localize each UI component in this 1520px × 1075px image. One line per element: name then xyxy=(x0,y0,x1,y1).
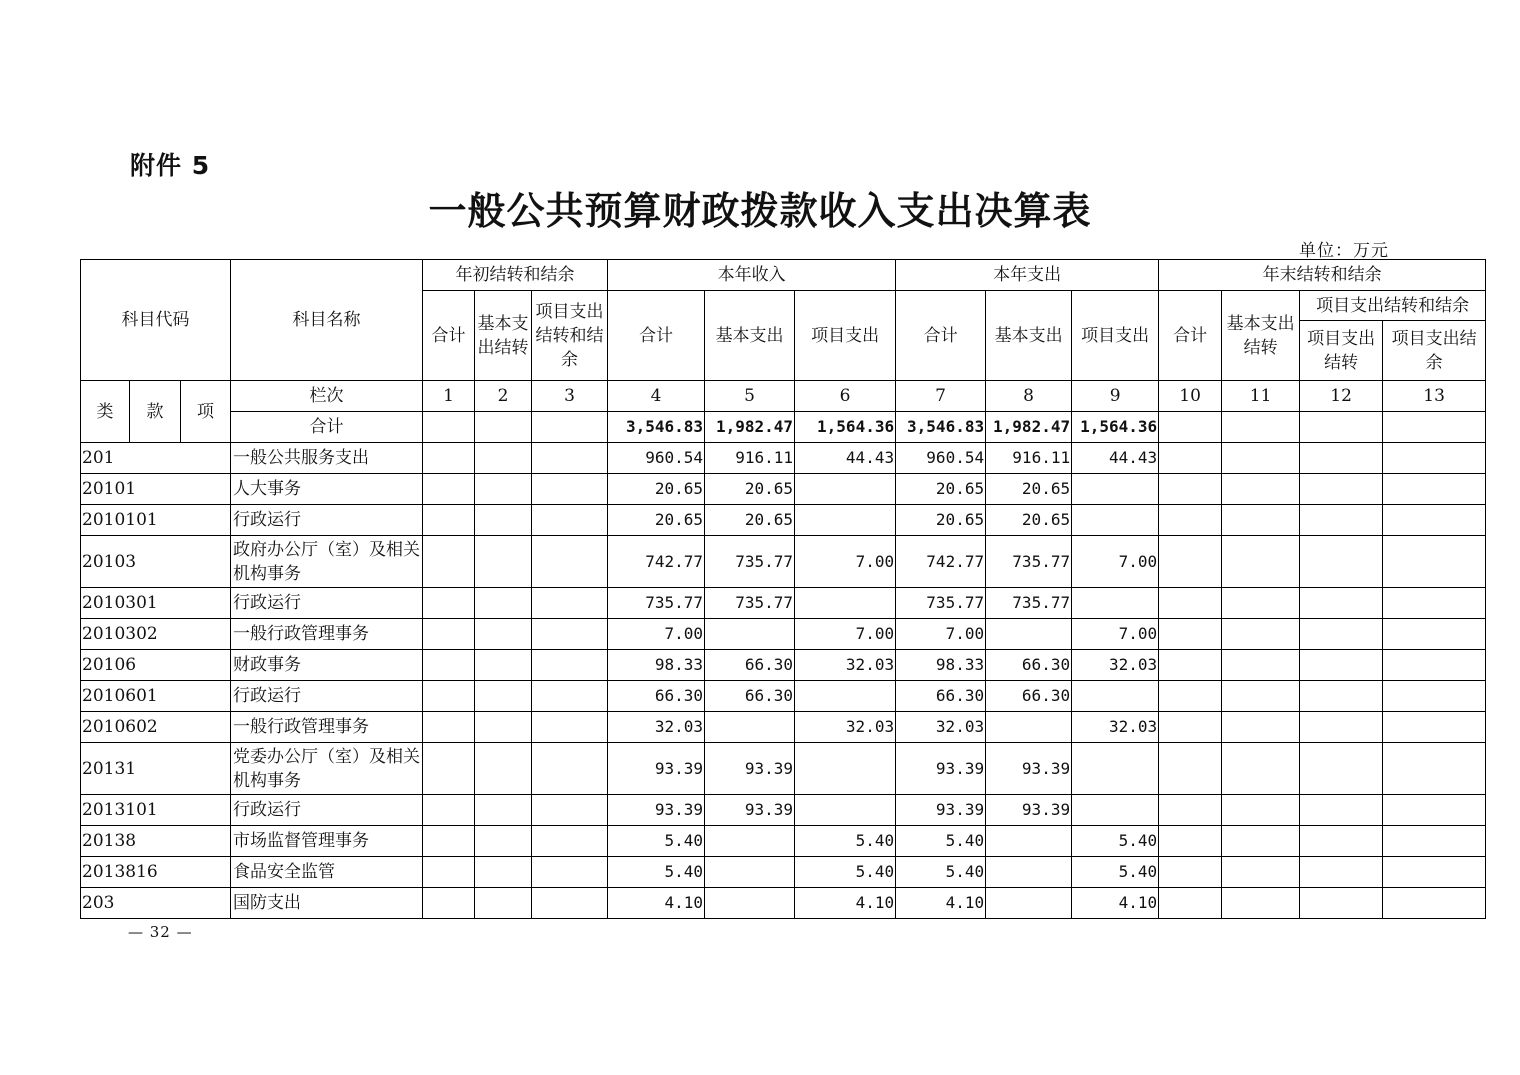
row-name: 行政运行 xyxy=(231,795,423,826)
row-value-cell xyxy=(423,505,475,536)
row-value-cell xyxy=(1300,712,1383,743)
row-value-cell xyxy=(532,888,608,919)
row-value-cell xyxy=(423,588,475,619)
row-value-cell xyxy=(1383,743,1486,795)
row-value-cell: 7.00 xyxy=(795,619,896,650)
row-value-cell xyxy=(423,743,475,795)
header-expense-project: 项目支出 xyxy=(1072,291,1159,381)
row-value-cell xyxy=(532,536,608,588)
row-value-cell xyxy=(475,795,532,826)
column-number-cell: 4 xyxy=(608,381,705,412)
row-name: 人大事务 xyxy=(231,474,423,505)
header-begin-total: 合计 xyxy=(423,291,475,381)
row-value-cell: 66.30 xyxy=(705,681,795,712)
row-value-cell xyxy=(1159,857,1222,888)
row-value-cell xyxy=(423,474,475,505)
row-value-cell xyxy=(475,857,532,888)
row-value-cell: 5.40 xyxy=(795,857,896,888)
row-code: 20103 xyxy=(81,536,231,588)
row-value-cell: 742.77 xyxy=(608,536,705,588)
row-value-cell: 93.39 xyxy=(986,795,1072,826)
unit-label: 单位：万元 xyxy=(1299,241,1389,261)
totals-cell: 1,564.36 xyxy=(1072,412,1159,443)
row-value-cell xyxy=(1300,619,1383,650)
row-value-cell xyxy=(1300,681,1383,712)
row-value-cell xyxy=(986,619,1072,650)
totals-cell xyxy=(423,412,475,443)
row-value-cell xyxy=(1383,857,1486,888)
row-value-cell: 5.40 xyxy=(795,826,896,857)
row-value-cell xyxy=(475,474,532,505)
row-value-cell xyxy=(1300,650,1383,681)
row-value-cell xyxy=(423,795,475,826)
row-value-cell: 5.40 xyxy=(1072,826,1159,857)
header-class: 类 xyxy=(81,381,130,443)
row-value-cell xyxy=(1300,795,1383,826)
row-value-cell xyxy=(1159,619,1222,650)
totals-cell: 3,546.83 xyxy=(896,412,986,443)
row-value-cell: 93.39 xyxy=(705,743,795,795)
header-income-basic: 基本支出 xyxy=(705,291,795,381)
row-value-cell xyxy=(1072,795,1159,826)
row-value-cell xyxy=(423,443,475,474)
row-value-cell: 5.40 xyxy=(896,857,986,888)
row-value-cell xyxy=(475,888,532,919)
row-value-cell xyxy=(532,826,608,857)
column-number-cell: 9 xyxy=(1072,381,1159,412)
row-value-cell: 960.54 xyxy=(896,443,986,474)
header-end-total: 合计 xyxy=(1159,291,1222,381)
row-value-cell: 44.43 xyxy=(795,443,896,474)
row-value-cell xyxy=(795,588,896,619)
row-value-cell xyxy=(1159,536,1222,588)
row-value-cell: 93.39 xyxy=(608,795,705,826)
row-value-cell: 4.10 xyxy=(896,888,986,919)
header-name: 科目名称 xyxy=(231,260,423,381)
totals-cell xyxy=(1159,412,1222,443)
row-value-cell: 735.77 xyxy=(608,588,705,619)
row-value-cell xyxy=(1222,619,1300,650)
header-code: 科目代码 xyxy=(81,260,231,381)
header-end-project-balance: 项目支出结余 xyxy=(1383,321,1486,381)
row-value-cell: 93.39 xyxy=(705,795,795,826)
row-code: 2010601 xyxy=(81,681,231,712)
row-value-cell xyxy=(1300,826,1383,857)
row-value-cell xyxy=(1159,443,1222,474)
row-value-cell xyxy=(1159,888,1222,919)
row-value-cell: 20.65 xyxy=(896,505,986,536)
header-end-project-carry: 项目支出结转 xyxy=(1300,321,1383,381)
row-value-cell xyxy=(423,650,475,681)
row-value-cell xyxy=(532,474,608,505)
row-value-cell xyxy=(1383,826,1486,857)
row-value-cell xyxy=(423,857,475,888)
row-value-cell xyxy=(475,712,532,743)
row-name: 财政事务 xyxy=(231,650,423,681)
header-group-end: 年末结转和结余 xyxy=(1159,260,1486,291)
row-value-cell: 98.33 xyxy=(896,650,986,681)
row-value-cell: 32.03 xyxy=(795,650,896,681)
row-value-cell: 20.65 xyxy=(986,474,1072,505)
row-value-cell xyxy=(423,536,475,588)
header-end-project-group: 项目支出结转和结余 xyxy=(1300,291,1486,321)
table-row xyxy=(81,588,1486,619)
row-value-cell: 98.33 xyxy=(608,650,705,681)
header-expense-basic: 基本支出 xyxy=(986,291,1072,381)
row-value-cell: 5.40 xyxy=(608,857,705,888)
row-value-cell: 5.40 xyxy=(608,826,705,857)
row-code: 2013816 xyxy=(81,857,231,888)
page-title: 一般公共预算财政拨款收入支出决算表 xyxy=(428,188,1092,233)
row-value-cell xyxy=(475,619,532,650)
row-code: 2010301 xyxy=(81,588,231,619)
column-number-cell: 3 xyxy=(532,381,608,412)
row-value-cell xyxy=(986,712,1072,743)
row-value-cell: 32.03 xyxy=(896,712,986,743)
row-value-cell: 5.40 xyxy=(1072,857,1159,888)
row-name: 行政运行 xyxy=(231,681,423,712)
table-row xyxy=(81,795,1486,826)
totals-cell: 3,546.83 xyxy=(608,412,705,443)
row-value-cell xyxy=(475,743,532,795)
totals-row xyxy=(81,412,1486,443)
row-value-cell xyxy=(795,743,896,795)
row-value-cell xyxy=(1383,588,1486,619)
row-value-cell xyxy=(1159,505,1222,536)
row-value-cell: 66.30 xyxy=(986,650,1072,681)
totals-cell xyxy=(1222,412,1300,443)
row-code: 20131 xyxy=(81,743,231,795)
row-value-cell xyxy=(1300,474,1383,505)
row-value-cell: 4.10 xyxy=(1072,888,1159,919)
header-group-income: 本年收入 xyxy=(608,260,896,291)
row-value-cell xyxy=(532,650,608,681)
table-row xyxy=(81,650,1486,681)
header-expense-total: 合计 xyxy=(896,291,986,381)
table-row xyxy=(81,712,1486,743)
row-value-cell xyxy=(1222,712,1300,743)
row-value-cell xyxy=(795,505,896,536)
row-value-cell xyxy=(986,857,1072,888)
row-code: 20101 xyxy=(81,474,231,505)
header-income-project: 项目支出 xyxy=(795,291,896,381)
row-value-cell: 32.03 xyxy=(608,712,705,743)
column-number-cell: 6 xyxy=(795,381,896,412)
row-name: 行政运行 xyxy=(231,505,423,536)
row-value-cell xyxy=(423,888,475,919)
row-value-cell xyxy=(1222,474,1300,505)
row-value-cell xyxy=(1072,474,1159,505)
row-code: 20138 xyxy=(81,826,231,857)
row-value-cell: 66.30 xyxy=(986,681,1072,712)
row-value-cell xyxy=(1159,588,1222,619)
row-value-cell xyxy=(1383,443,1486,474)
row-value-cell xyxy=(1222,743,1300,795)
totals-cell xyxy=(1383,412,1486,443)
column-number-cell: 8 xyxy=(986,381,1072,412)
row-value-cell xyxy=(1072,743,1159,795)
row-value-cell xyxy=(475,826,532,857)
row-value-cell xyxy=(1072,505,1159,536)
row-value-cell xyxy=(532,505,608,536)
row-value-cell: 7.00 xyxy=(1072,619,1159,650)
row-value-cell: 20.65 xyxy=(705,505,795,536)
totals-cell: 1,564.36 xyxy=(795,412,896,443)
row-value-cell xyxy=(705,712,795,743)
totals-cell: 1,982.47 xyxy=(705,412,795,443)
row-value-cell xyxy=(1383,681,1486,712)
totals-label: 合计 xyxy=(231,412,423,443)
row-value-cell xyxy=(1159,795,1222,826)
header-row-1 xyxy=(81,260,1486,291)
row-code: 2010302 xyxy=(81,619,231,650)
row-value-cell xyxy=(705,826,795,857)
row-value-cell: 4.10 xyxy=(795,888,896,919)
row-value-cell: 20.65 xyxy=(705,474,795,505)
page-number: — 32 — xyxy=(128,923,193,941)
row-name: 一般行政管理事务 xyxy=(231,619,423,650)
row-value-cell xyxy=(705,857,795,888)
table-row xyxy=(81,681,1486,712)
row-value-cell xyxy=(423,826,475,857)
row-value-cell xyxy=(532,712,608,743)
row-value-cell: 32.03 xyxy=(795,712,896,743)
column-number-cell: 7 xyxy=(896,381,986,412)
totals-cell xyxy=(1300,412,1383,443)
table-row xyxy=(81,743,1486,795)
row-value-cell: 5.40 xyxy=(896,826,986,857)
header-column-no: 栏次 xyxy=(231,381,423,412)
header-group-expense: 本年支出 xyxy=(896,260,1159,291)
budget-table xyxy=(80,259,1486,919)
row-value-cell xyxy=(1300,743,1383,795)
row-value-cell xyxy=(1072,588,1159,619)
row-name: 政府办公厅（室）及相关机构事务 xyxy=(231,536,423,588)
row-value-cell xyxy=(1159,681,1222,712)
row-value-cell xyxy=(1159,826,1222,857)
row-value-cell: 20.65 xyxy=(896,474,986,505)
row-value-cell xyxy=(795,474,896,505)
row-value-cell xyxy=(795,795,896,826)
row-value-cell xyxy=(532,681,608,712)
header-item: 项 xyxy=(181,381,231,443)
row-value-cell xyxy=(1300,505,1383,536)
row-value-cell xyxy=(475,536,532,588)
row-value-cell xyxy=(1222,443,1300,474)
column-number-cell: 12 xyxy=(1300,381,1383,412)
row-value-cell: 20.65 xyxy=(608,474,705,505)
column-number-cell: 2 xyxy=(475,381,532,412)
row-code: 201 xyxy=(81,443,231,474)
row-value-cell xyxy=(1300,443,1383,474)
row-value-cell xyxy=(532,743,608,795)
row-value-cell xyxy=(1222,588,1300,619)
row-value-cell xyxy=(423,712,475,743)
row-value-cell: 735.77 xyxy=(705,588,795,619)
row-code: 2013101 xyxy=(81,795,231,826)
row-value-cell: 7.00 xyxy=(1072,536,1159,588)
row-value-cell xyxy=(1300,857,1383,888)
row-value-cell xyxy=(1383,474,1486,505)
row-value-cell: 960.54 xyxy=(608,443,705,474)
row-value-cell xyxy=(705,888,795,919)
row-code: 203 xyxy=(81,888,231,919)
row-value-cell xyxy=(1222,888,1300,919)
row-value-cell xyxy=(1300,536,1383,588)
row-value-cell: 66.30 xyxy=(608,681,705,712)
row-name: 一般公共服务支出 xyxy=(231,443,423,474)
table-row xyxy=(81,474,1486,505)
row-value-cell: 4.10 xyxy=(608,888,705,919)
row-name: 行政运行 xyxy=(231,588,423,619)
table-row xyxy=(81,443,1486,474)
totals-cell xyxy=(475,412,532,443)
row-value-cell: 742.77 xyxy=(896,536,986,588)
row-value-cell xyxy=(1383,505,1486,536)
row-code: 20106 xyxy=(81,650,231,681)
row-value-cell xyxy=(986,888,1072,919)
row-value-cell: 916.11 xyxy=(705,443,795,474)
row-value-cell: 32.03 xyxy=(1072,712,1159,743)
row-value-cell xyxy=(705,619,795,650)
row-code: 2010101 xyxy=(81,505,231,536)
column-number-cell: 1 xyxy=(423,381,475,412)
row-value-cell xyxy=(1222,505,1300,536)
attachment-label: 附件 5 xyxy=(130,151,211,180)
row-name: 党委办公厅（室）及相关机构事务 xyxy=(231,743,423,795)
table-row xyxy=(81,619,1486,650)
row-value-cell xyxy=(475,681,532,712)
row-name: 市场监督管理事务 xyxy=(231,826,423,857)
table-row xyxy=(81,536,1486,588)
table-row xyxy=(81,888,1486,919)
row-value-cell: 7.00 xyxy=(896,619,986,650)
row-value-cell: 7.00 xyxy=(608,619,705,650)
row-name: 食品安全监管 xyxy=(231,857,423,888)
row-value-cell xyxy=(423,681,475,712)
row-value-cell: 32.03 xyxy=(1072,650,1159,681)
header-end-basic: 基本支出结转 xyxy=(1222,291,1300,381)
row-value-cell xyxy=(1159,474,1222,505)
table-row xyxy=(81,857,1486,888)
row-name: 一般行政管理事务 xyxy=(231,712,423,743)
row-value-cell: 735.77 xyxy=(896,588,986,619)
row-value-cell xyxy=(1222,536,1300,588)
row-value-cell: 735.77 xyxy=(705,536,795,588)
header-section: 款 xyxy=(130,381,181,443)
row-value-cell: 66.30 xyxy=(896,681,986,712)
row-value-cell xyxy=(1222,857,1300,888)
row-value-cell: 20.65 xyxy=(986,505,1072,536)
column-number-cell: 10 xyxy=(1159,381,1222,412)
row-value-cell: 7.00 xyxy=(795,536,896,588)
row-value-cell xyxy=(1383,650,1486,681)
row-value-cell xyxy=(1159,743,1222,795)
row-value-cell xyxy=(1159,650,1222,681)
row-value-cell xyxy=(475,588,532,619)
row-value-cell xyxy=(1159,712,1222,743)
header-begin-project: 项目支出结转和结余 xyxy=(532,291,608,381)
row-value-cell xyxy=(1222,650,1300,681)
row-value-cell xyxy=(423,619,475,650)
row-name: 国防支出 xyxy=(231,888,423,919)
totals-cell xyxy=(532,412,608,443)
row-value-cell xyxy=(1383,619,1486,650)
row-value-cell xyxy=(986,826,1072,857)
row-value-cell xyxy=(475,505,532,536)
row-value-cell xyxy=(1222,681,1300,712)
row-value-cell: 93.39 xyxy=(896,795,986,826)
row-value-cell: 93.39 xyxy=(896,743,986,795)
table-row xyxy=(81,505,1486,536)
row-value-cell xyxy=(795,681,896,712)
row-value-cell xyxy=(1383,536,1486,588)
row-value-cell: 20.65 xyxy=(608,505,705,536)
totals-cell: 1,982.47 xyxy=(986,412,1072,443)
row-value-cell xyxy=(1222,795,1300,826)
row-value-cell xyxy=(532,443,608,474)
row-value-cell xyxy=(532,857,608,888)
header-group-begin: 年初结转和结余 xyxy=(423,260,608,291)
column-number-row xyxy=(81,381,1486,412)
row-value-cell xyxy=(1300,588,1383,619)
column-number-cell: 5 xyxy=(705,381,795,412)
row-value-cell: 735.77 xyxy=(986,588,1072,619)
row-value-cell: 93.39 xyxy=(608,743,705,795)
row-value-cell xyxy=(532,619,608,650)
header-income-total: 合计 xyxy=(608,291,705,381)
row-value-cell xyxy=(1383,795,1486,826)
row-value-cell xyxy=(475,650,532,681)
row-value-cell: 735.77 xyxy=(986,536,1072,588)
row-value-cell: 66.30 xyxy=(705,650,795,681)
row-value-cell xyxy=(532,588,608,619)
table-row xyxy=(81,826,1486,857)
row-value-cell xyxy=(532,795,608,826)
header-begin-basic: 基本支出结转 xyxy=(475,291,532,381)
row-value-cell xyxy=(1300,888,1383,919)
row-value-cell: 93.39 xyxy=(986,743,1072,795)
row-code: 2010602 xyxy=(81,712,231,743)
row-value-cell xyxy=(1222,826,1300,857)
row-value-cell xyxy=(475,443,532,474)
row-value-cell: 916.11 xyxy=(986,443,1072,474)
row-value-cell xyxy=(1383,888,1486,919)
row-value-cell: 44.43 xyxy=(1072,443,1159,474)
row-value-cell xyxy=(1383,712,1486,743)
column-number-cell: 13 xyxy=(1383,381,1486,412)
column-number-cell: 11 xyxy=(1222,381,1300,412)
row-value-cell xyxy=(1072,681,1159,712)
